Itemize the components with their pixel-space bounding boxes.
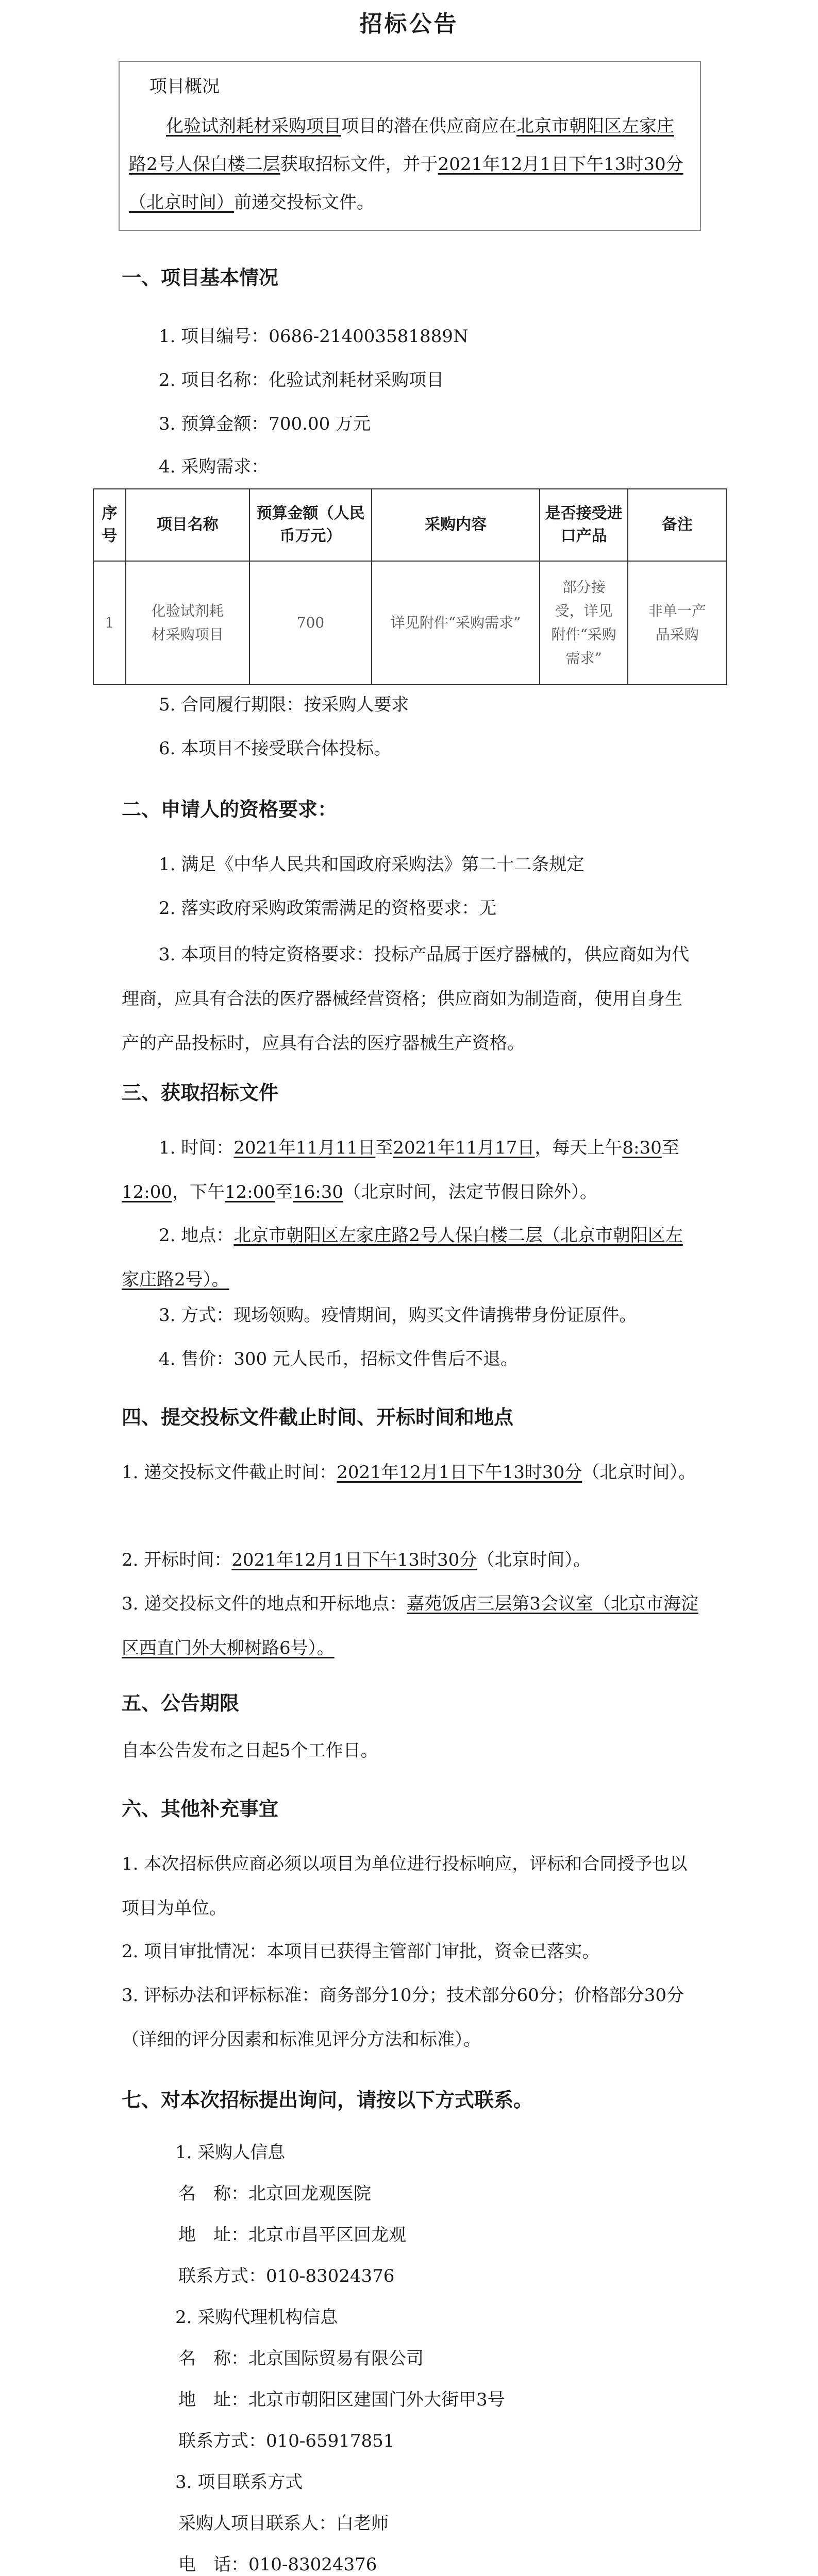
open-suffix: （北京时间）。 bbox=[477, 1550, 591, 1570]
purchaser-address: 地 址：北京市昌平区回龙观 bbox=[178, 2225, 406, 2245]
table-cell: 700 bbox=[249, 561, 372, 685]
deadline-suffix: （北京时间）。 bbox=[582, 1462, 696, 1483]
table-cell: 非单一产品采购 bbox=[628, 561, 726, 685]
agency-address: 地 址：北京市朝阳区建国门外大街甲3号 bbox=[178, 2389, 505, 2410]
time-end: 2021年11月17日 bbox=[393, 1138, 535, 1158]
section7-heading: 七、对本次招标提出询问，请按以下方式联系。 bbox=[122, 2088, 533, 2111]
time-prefix: 1. 时间： bbox=[159, 1138, 234, 1158]
announcement-period: 自本公告发布之日起5个工作日。 bbox=[122, 1740, 378, 1761]
qualification-1: 1. 满足《中华人民共和国政府采购法》第二十二条规定 bbox=[159, 854, 585, 875]
time-daily: ，每天上午 bbox=[535, 1138, 623, 1158]
procurement-needs-label: 4. 采购需求： bbox=[159, 456, 269, 477]
section1-heading: 一、项目基本情况 bbox=[122, 266, 279, 289]
purchaser-info-title: 1. 采购人信息 bbox=[175, 2142, 286, 2163]
overview-text-a: 项目的潜在供应商应在 bbox=[341, 116, 516, 137]
place-prefix: 2. 地点： bbox=[159, 1225, 234, 1246]
table-header-row bbox=[93, 489, 726, 561]
table-row bbox=[93, 561, 726, 685]
requirements-table bbox=[93, 488, 727, 685]
no-consortium: 6. 本项目不接受联合体投标。 bbox=[159, 738, 392, 759]
am-end: 12:00 bbox=[122, 1182, 172, 1202]
table-cell: 详见附件“采购需求” bbox=[372, 561, 539, 685]
acquire-place bbox=[122, 1213, 699, 1302]
purchaser-phone: 电 话：010-83024376 bbox=[178, 2554, 377, 2575]
overview-deadline: 2021年12月1日下午13时30分（北京时间） bbox=[129, 154, 683, 213]
agency-contact: 联系方式：010-65917851 bbox=[178, 2431, 395, 2451]
project-number: 1. 项目编号：0686-214003581889N bbox=[159, 326, 469, 347]
supplement-2: 2. 项目审批情况：本项目已获得主管部门审批，资金已落实。 bbox=[122, 1941, 600, 1962]
purchaser-contact: 联系方式：010-83024376 bbox=[178, 2266, 395, 2286]
table-header: 备注 bbox=[628, 489, 726, 561]
overview-project-name: 化验试剂耗材采购项目 bbox=[166, 116, 341, 137]
time-to: 至 bbox=[375, 1138, 393, 1158]
table-cell: 1 bbox=[93, 561, 126, 685]
place-prefix: 3. 递交投标文件的地点和开标地点： bbox=[122, 1594, 407, 1614]
agency-info-title: 2. 采购代理机构信息 bbox=[175, 2307, 338, 2328]
overview-text-b: 获取招标文件，并于 bbox=[280, 154, 438, 175]
pm-to: 至 bbox=[275, 1182, 293, 1202]
am-start: 8:30 bbox=[622, 1138, 662, 1158]
submission-deadline bbox=[122, 1450, 699, 1495]
section6-heading: 六、其他补充事宜 bbox=[122, 1797, 279, 1820]
acquire-time bbox=[122, 1126, 699, 1214]
table-header: 序号 bbox=[93, 489, 126, 561]
open-time-value: 2021年12月1日下午13时30分 bbox=[231, 1550, 477, 1570]
am-to: 至 bbox=[661, 1138, 679, 1158]
deadline-prefix: 1. 递交投标文件截止时间： bbox=[122, 1462, 337, 1483]
pm-label: ，下午 bbox=[172, 1182, 225, 1202]
project-name: 2. 项目名称：化验试剂耗材采购项目 bbox=[159, 370, 444, 391]
submission-place-value: 嘉苑饭店三层第3会议室（北京市海淀区西直门外大柳树路6号）。 bbox=[122, 1594, 698, 1658]
table-header: 是否接受进口产品 bbox=[540, 489, 628, 561]
open-prefix: 2. 开标时间： bbox=[122, 1550, 232, 1570]
section4-heading: 四、提交投标文件截止时间、开标时间和地点 bbox=[122, 1405, 514, 1429]
acquire-price: 4. 售价：300 元人民币，招标文件售后不退。 bbox=[159, 1349, 518, 1369]
overview-text-c: 前递交投标文件。 bbox=[234, 192, 374, 213]
purchaser-name: 名 称：北京回龙观医院 bbox=[178, 2183, 371, 2204]
purchaser-project-contact: 采购人项目联系人：白老师 bbox=[178, 2513, 389, 2534]
table-cell: 部分接受，详见附件“采购需求” bbox=[540, 561, 628, 685]
section5-heading: 五、公告期限 bbox=[122, 1691, 240, 1715]
table-header: 预算金额（人民币万元） bbox=[249, 489, 372, 561]
overview-location: 北京市朝阳区左家庄路2号人保白楼二层 bbox=[129, 116, 674, 175]
acquire-method: 3. 方式：现场领购。疫情期间，购买文件请携带身份证原件。 bbox=[159, 1305, 637, 1326]
overview-label: 项目概况 bbox=[149, 76, 220, 97]
qualification-3: 3. 本项目的特定资格要求：投标产品属于医疗器械的，供应商如为代理商，应具有合法的医疗器械经营资格；供应商如为制造商，使用自身生产的产品投标时，应具有合法的医疗器械生产资格。 bbox=[122, 944, 690, 1054]
opening-time bbox=[122, 1538, 699, 1582]
supplement-3: 3. 评标办法和评标标准：商务部分10分；技术部分60分；价格部分30分（详细的评分因素和标准见评分方法和标准）。 bbox=[122, 1985, 685, 2050]
supplement-1: 1. 本次招标供应商必须以项目为单位进行投标响应，评标和合同授予也以项目为单位。 bbox=[122, 1854, 688, 1919]
table-header: 采购内容 bbox=[372, 489, 539, 561]
contract-period: 5. 合同履行期限：按采购人要求 bbox=[159, 694, 409, 715]
section3-heading: 三、获取招标文件 bbox=[122, 1081, 279, 1104]
place-value: 北京市朝阳区左家庄路2号人保白楼二层（北京市朝阳区左家庄路2号）。 bbox=[122, 1225, 683, 1290]
qualification-2: 2. 落实政府采购政策需满足的资格要求：无 bbox=[159, 898, 497, 919]
overview-text bbox=[129, 107, 691, 222]
submission-place bbox=[122, 1582, 699, 1670]
table-header: 项目名称 bbox=[126, 489, 249, 561]
agency-name: 名 称：北京国际贸易有限公司 bbox=[178, 2348, 424, 2369]
budget-amount: 3. 预算金额：700.00 万元 bbox=[159, 414, 371, 434]
time-note: （北京时间，法定节假日除外）。 bbox=[343, 1182, 597, 1202]
page-title: 招标公告 bbox=[359, 11, 459, 37]
pm-end: 16:30 bbox=[292, 1182, 343, 1202]
time-start: 2021年11月11日 bbox=[233, 1138, 376, 1158]
section2-heading: 二、申请人的资格要求： bbox=[122, 798, 338, 821]
project-contact-title: 3. 项目联系方式 bbox=[175, 2472, 303, 2493]
deadline-value: 2021年12月1日下午13时30分 bbox=[337, 1462, 582, 1483]
pm-start: 12:00 bbox=[224, 1182, 275, 1202]
table-cell: 化验试剂耗材采购项目 bbox=[126, 561, 249, 685]
